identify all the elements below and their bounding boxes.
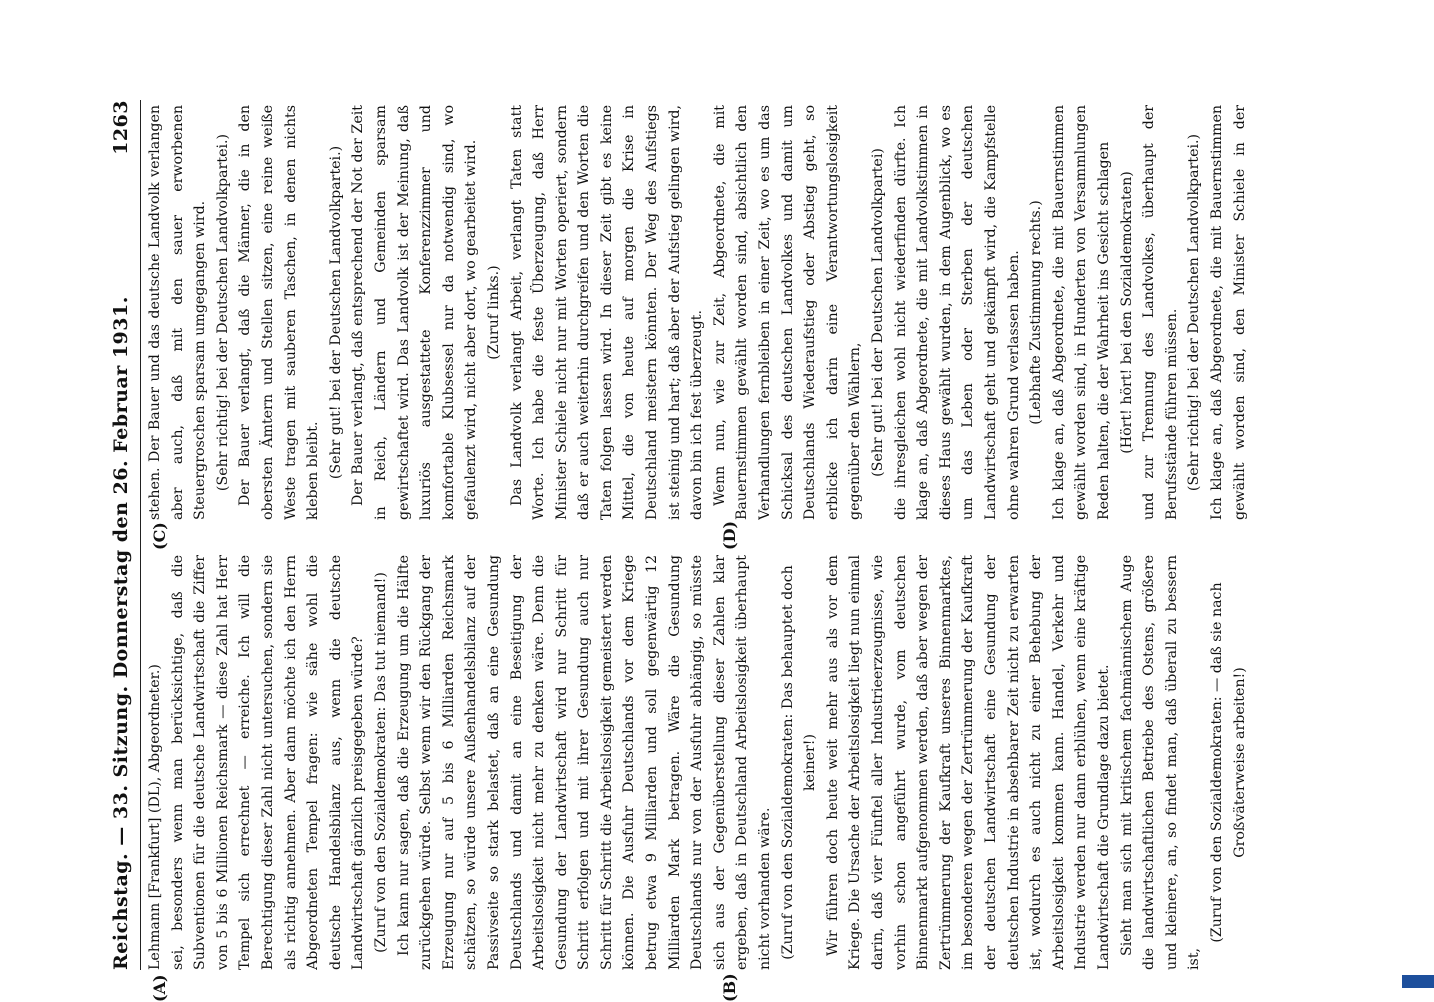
interjection: (Lebhafte Zustimmung rechts.)	[1028, 200, 1045, 425]
paragraph: Wenn nun, wie zur Zeit, Abgeordnete, die mit Bauernstimmen gewählt worden sind, absichtlich den Verhandlungen fernbleiben in einer Zeit, wo es um das Schicksal des deutschen Landvolkes und damit um Deutschlands Wiederaufstieg oder Abstieg geht, so erblicke ich darin eine Verantwortungslosigkeit gegenüber den Wählern,	[711, 105, 864, 520]
paragraph: sei, besonders wenn man berücksichtige, daß die Subventionen für die deutsche Landwirtschaft die Ziffer von 5 bis 6 Millionen Reichsmark — diese Zahl hat Herr Tempel sich errechnet — erreiche. Ich will die Berechtigung dieser Zahl nicht untersuchen, sondern sie als richtig annehmen. Aber dann möchte ich den Herrn Abgeordneten Tempel fragen: wie sähe wohl die deutsche Handelsbilanz aus, wenn die deutsche Landwirtschaft gänzlich preisgegeben würde?	[169, 555, 367, 970]
text-column-left	[144, 555, 1254, 970]
paragraph: Der Bauer verlangt, daß entsprechend der Not der Zeit in Reich, Ländern und Gemeinden sparsam gewirtschaftet wird. Das Landvolk ist der Meinung, daß luxuriös ausgestattete Konferenzzimmer und komfortable Klubsessel nur da notwendig sind, wo gefaulenzt wird, nicht aber dort, wo gearbeitet wird.	[350, 105, 480, 520]
interjection: (Hört! hört! bei den Sozialdemokraten)	[1118, 171, 1135, 454]
digitization-credit	[1408, 10, 1428, 990]
interjection: (Zuruf von den Sozialdemokraten: — daß sie nach Großväterweise arbeiten!)	[1208, 582, 1248, 943]
margin-marker-d: (D)	[720, 520, 739, 550]
dfg-logo	[1402, 975, 1434, 988]
paragraph: Das Landvolk verlangt Arbeit, verlangt Taten statt Worte. Ich habe die feste Überzeugung, daß Herr Minister Schiele nicht nur mit Worten operiert, sondern daß er auch weiterhin durchgreifen und den Worten die Taten folgen lassen wird. In dieser Zeit gibt es keine Mittel, die von heute auf morgen die Krise in Deutschland meistern könnten. Der Weg des Aufstiegs ist steinig und hart; daß aber der Aufstieg gelingen wird, davon bin ich fest überzeugt.	[508, 105, 706, 520]
margin-marker-c: (C)	[150, 522, 169, 550]
paragraph: Lehmann [Frankfurt] (DL), Abgeordneter.)	[147, 664, 163, 970]
page-header	[110, 100, 140, 970]
interjection: (Sehr gut! bei der Deutschen Landvolkpartei.)	[327, 145, 344, 480]
paragraph: Der Bauer verlangt, daß die Männer, die in den obersten Ämtern und Stellen sitzen, eine reine weiße Weste tragen mit sauberen Taschen, in denen nichts kleben bleibt.	[237, 105, 322, 520]
header-rule	[140, 100, 141, 970]
interjection: (Sehr gut! bei der Deutschen Landvolkpartei)	[870, 148, 886, 477]
paragraph: die ihresgleichen wohl nicht wiederfinden dürfte. Ich klage an, daß Abgeordnete, die mit Landvolkstimmen in dieses Haus gewählt wurden, in dem Augenblick, wo es um das Leben oder Sterben der deutschen Landwirtschaft geht und gekämpft wird, die Kampfstelle ohne wahren Grund verlassen haben.	[892, 105, 1022, 520]
interjection: (Zuruf von den Sozialdemokraten: Das behauptet doch keiner!)	[779, 565, 819, 960]
running-head: Reichstag. — 33. Sitzung. Donnerstag den 26. Februar 1931.	[110, 296, 132, 970]
margin-marker-b: (B)	[720, 973, 739, 1002]
interjection: (Sehr richtig! bei der Deutschen Landvolkpartei.)	[214, 133, 231, 492]
interjection: (Zuruf links.)	[485, 265, 502, 360]
paragraph: stehen. Der Bauer und das deutsche Landvolk verlangen aber auch, daß mit den sauer erworbenen Steuergroschen sparsam umgegangen wird.	[147, 105, 209, 520]
interjection: (Zuruf von den Sozialdemokraten: Das tut niemand!)	[372, 572, 389, 953]
rotated-page	[110, 100, 1290, 1002]
page-number: 1263	[110, 100, 132, 155]
interjection: (Sehr richtig! bei der Deutschen Landvolkpartei.)	[1186, 133, 1203, 492]
paragraph: Wir führen doch heute weit mehr aus als vor dem Kriege. Die Ursache der Arbeitslosigkeit liegt nun einmal darin, daß vier Fünftel aller Industrieerzeugnisse, wie vorhin schon angeführt wurde, vom deutschen Binnenmarkt aufgenommen werden, daß aber wegen der Zertrümmerung der Kaufkraft unseres Binnenmarktes, im besonderen wegen der Zertrümmerung der Kaufkraft der deutschen Landwirtschaft eine Gesundung der deutschen Industrie in absehbarer Zeit nicht zu erwarten ist, wodurch es auch nicht zu einer Behebung der Arbeitslosigkeit kommen kann. Handel, Verkehr und Industrie werden nur dann erblühen, wenn eine kräftige Landwirtschaft die Grundlage dazu bietet.	[824, 555, 1112, 970]
text-column-right	[144, 105, 1254, 520]
paragraph: und zur Trennung des Landvolkes, überhaupt der Berufsstände führen müssen.	[1141, 105, 1180, 520]
margin-marker-a: (A)	[150, 974, 169, 1002]
paragraph: Ich klage an, daß Abgeordnete, die mit Bauernstimmen gewählt worden sind, den Minister Schiele in der	[1208, 105, 1248, 520]
paragraph	[1251, 555, 1254, 970]
paragraph: Ich kann nur sagen, daß die Erzeugung um die Hälfte zurückgehen würde. Selbst wenn wir den Rückgang der Erzeugung nur auf 5 bis 6 Milliarden Reichsmark schätzen, so würde unsere Außenhandelsbilanz auf der Passivseite so stark belastet, daß an eine Gesundung Deutschlands und damit an eine Beseitigung der Arbeitslosigkeit nicht mehr zu denken wäre. Denn die Gesundung der Landwirtschaft wird nur Schritt für Schritt erfolgen und mit ihrer Gesundung auch nur Schritt für Schritt die Arbeitslosigkeit gemeistert werden können. Die Ausfuhr Deutschlands vor dem Kriege betrug etwa 9 Milliarden und soll gegenwärtig 12 Milliarden Mark betragen. Wäre die Gesundung Deutschlands nur von der Ausfuhr abhängig, so müsste sich aus der Gegenüberstellung dieser Zahlen klar ergeben, daß in Deutschland Arbeitslosigkeit überhaupt nicht vorhanden wäre.	[395, 555, 774, 970]
paragraph: Ich klage an, daß Abgeordnete, die mit Bauernstimmen gewählt worden sind, in Hunderten von Versammlungen Reden halten, die der Wahrheit ins Gesicht schlagen	[1050, 105, 1112, 520]
paragraph: Sieht man sich mit kritischem fachmännischem Auge die landwirtschaftlichen Betriebe des Ostens, größere und kleinere, an, so findet man, daß überall zu bessern ist,	[1118, 555, 1203, 970]
